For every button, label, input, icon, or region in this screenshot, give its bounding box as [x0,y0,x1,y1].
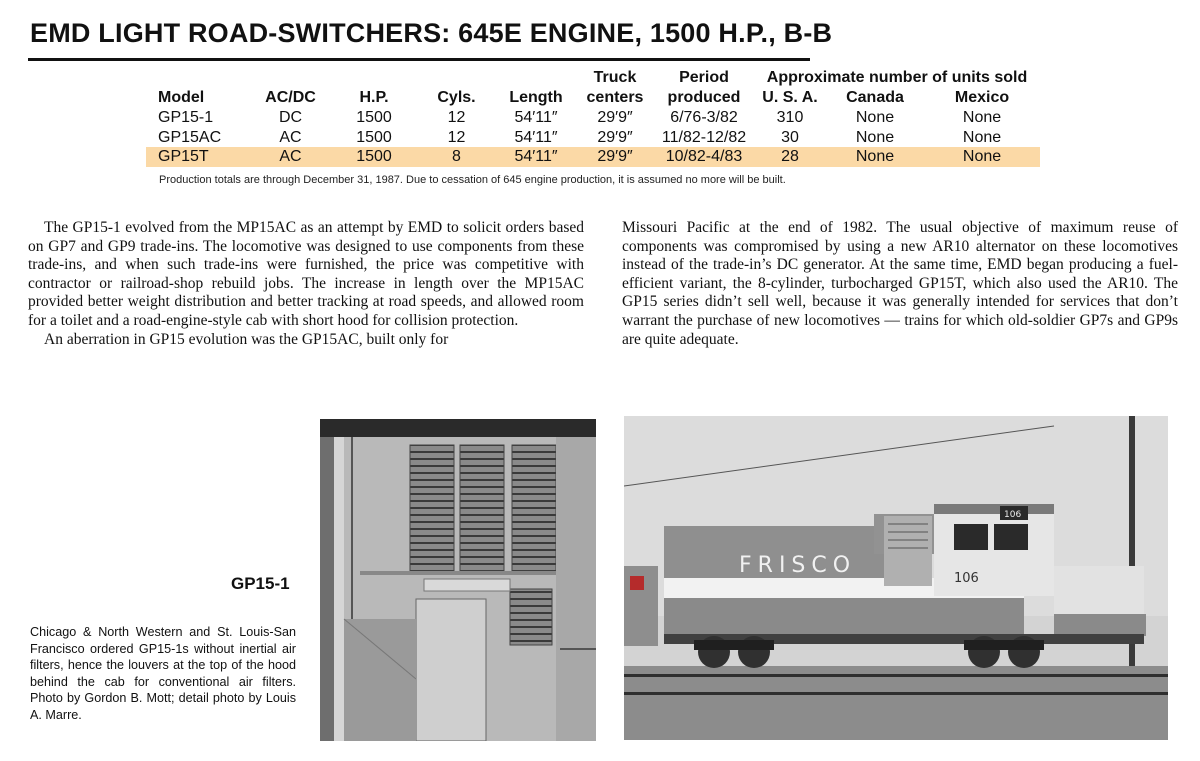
title-underline [28,58,810,61]
table-header-row [146,88,1040,108]
cell-usa: 310 [776,109,804,126]
cell-usa: 28 [754,147,826,167]
header-usa: U. S. A. [762,89,818,106]
photo-caption: Chicago & North Western and St. Louis-San Francisco ordered GP15-1s without inertial air filters, hence the louvers at the top of the hood behind the cab for conventional air filters. Photo by Gordon B. Mott; detail photo by Louis A. Marre. [30,625,296,722]
cell-length: 54′11″ [514,128,558,146]
cell-canada: None [855,128,895,146]
article-paragraph: The GP15-1 evolved from the MP15AC as an attempt by EMD to solicit orders based on GP7 and GP9 trade-ins. The locomotive was designed to use components from these trade-ins, and when such trade-ins were furnished, the price was competitive with contractor or railroad-shop rebuild jobs. The increase in length over the MP15AC provided better weight distribution and better tracking at road speeds, and allowed room for a toilet and a road-engine-style cab with short hood for collision protection. [28,219,584,329]
header-acdc-top [250,68,331,88]
cell-canada: None [855,109,895,126]
header-truck-centers: centers [586,89,644,106]
locomotive-illustration [624,416,1168,740]
cell-acdc: DC [278,109,303,126]
cell-hp: 1500 [331,147,417,167]
cell-model: GP15T [146,147,250,167]
header-model: Model [158,89,205,106]
article-right-column [622,219,1178,349]
table-row [146,128,1040,148]
cell-truck-centers: 29′9″ [576,147,654,167]
cell-acdc: AC [279,128,302,146]
table-row-highlighted [146,147,1040,167]
cell-hp: 1500 [356,128,392,146]
header-model-top [146,68,250,88]
header-mexico: Mexico [954,89,1010,106]
cell-model: GP15AC [158,128,222,146]
cell-canada: None [826,147,924,167]
header-cyls: Cyls. [437,89,476,106]
header-units-sold-group: Approximate number of units sold [766,69,1028,86]
cell-cyls: 12 [447,128,466,146]
header-cyls-top [417,68,496,88]
frisco-lettering: FRISCO [739,553,857,578]
specifications-table [146,68,1040,167]
cell-truck-centers: 29′9″ [597,109,633,126]
header-period-produced: produced [667,89,741,106]
cell-period: 10/82-4/83 [654,147,754,167]
table-row [146,108,1040,128]
cell-mexico: None [962,109,1002,126]
cell-length: 54′11″ [496,147,576,167]
cell-mexico: None [962,128,1002,146]
cell-acdc: AC [250,147,331,167]
cab-number: 106 [954,571,979,586]
header-canada: Canada [846,89,904,106]
table-footnote: Production totals are through December 31, 1987. Due to cessation of 645 engine production, it is assumed no more will be built. [159,174,786,186]
cell-cyls: 12 [447,109,466,126]
article-paragraph: An aberration in GP15 evolution was the GP15AC, built only for [44,330,449,348]
cell-hp: 1500 [356,109,392,126]
header-acdc: AC/DC [265,89,316,106]
cell-usa: 30 [781,128,799,146]
cell-length: 54′11″ [514,109,558,126]
table-header-row-top [146,68,1040,88]
header-truck-top: Truck [593,69,637,86]
number-board: 106 [1004,510,1022,520]
cell-period: 11/82-12/82 [661,128,747,146]
article-paragraph: Missouri Pacific at the end of 1982. The usual objective of maximum reuse of components was compromised by using a new AR10 alternator on these locomotives instead of the trade-in’s DC generator. At the same time, EMD began producing a fuel-efficient variant, the 8-cylinder, turbocharged GP15T, which also used the AR10. The GP15 series didn’t sell well, because it was generally intended for services that don’t warrant the purchase of new locomotives — trains for which old-soldier GP7s and GP9s are quite adequate. [622,219,1178,348]
header-hp: H.P. [359,89,389,106]
frisco-locomotive-photo [624,416,1168,740]
cell-mexico: None [924,147,1040,167]
page-title: EMD LIGHT ROAD-SWITCHERS: 645E ENGINE, 1500 H.P., B-B [30,18,833,48]
caption-title: GP15-1 [231,574,290,593]
cell-cyls: 8 [417,147,496,167]
header-hp-top [331,68,417,88]
header-period-top: Period [679,69,729,86]
header-length-top [496,68,576,88]
article-left-column [28,219,584,349]
hood-detail-photo [320,419,596,741]
cell-truck-centers: 29′9″ [597,128,633,146]
cell-model: GP15-1 [158,109,214,126]
hood-detail-illustration [320,419,596,741]
header-length: Length [509,89,563,106]
cell-period: 6/76-3/82 [670,109,738,126]
